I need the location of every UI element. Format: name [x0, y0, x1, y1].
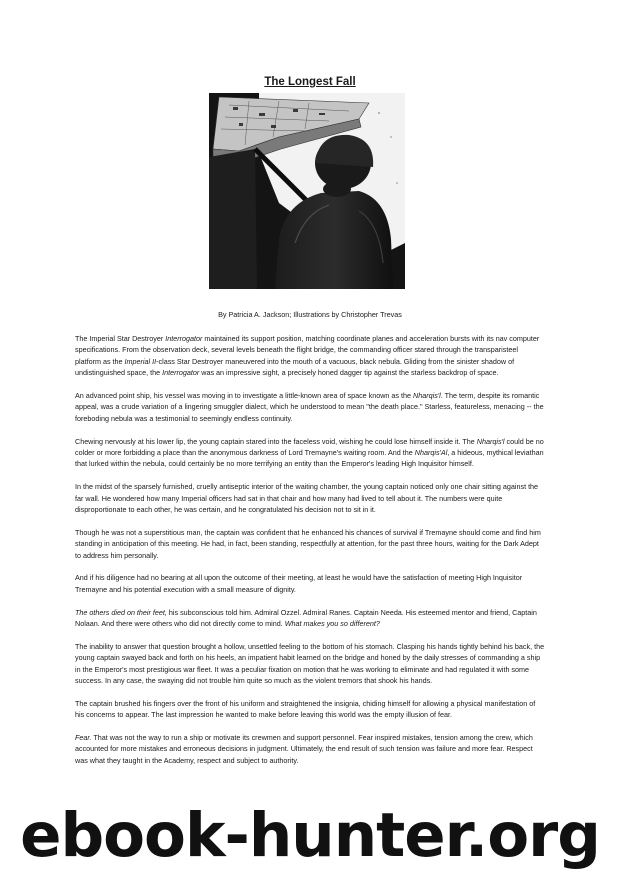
paragraph-7: The others died on their feet, his subconscious told him. Admiral Ozzel. Admiral Ranes. Captain Needa. His esteemed mentor and friend, Captain Nolaan. And there were others who did not directly come to mind. What makes you so different? — [75, 607, 537, 629]
paragraph-8: The inability to answer that question brought a hollow, unsettled feeling to the bottom of his stomach. Clasping his hands tightly behind his back, the young captain swayed back and forth on his heels, an impatient habit learned on the bridge and honed by the daily stresses of commanding a ship in the Emperor's most prestigious war fleet. It was a peculiar fixation on motion that he was working to eliminate and had regulated it with some success. In any case, the swaying did not trouble him quite so much as the violent tremors that shook his hands. — [75, 641, 545, 686]
paragraph-5: Though he was not a superstitious man, the captain was confident that he enhanced his chances of survival if Tremayne should come and find him standing in anticipation of this meeting. He had, in fact, been standing, respectfully at attention, for the past three hours, waiting for the Dark Adept to address him personally. — [75, 527, 541, 560]
paragraph-6: And if his diligence had no bearing at all upon the outcome of their meeting, at least he would have the satisfaction of meeting High Inquisitor Tremayne and his potential execution with a small measure of dignity. — [75, 573, 523, 594]
paragraph-4: In the midst of the sparsely furnished, cruelly antiseptic interior of the waiting chamber, the young captain noticed only one chair sitting against the far wall. He wondered how many Imperial officers had sat in that chair and how many had lived to tell about it. The numbers were quite disproportionate to each other, he was certain, and he congratulated his decision not to sit in it. — [75, 482, 539, 515]
paragraph-2: An advanced point ship, his vessel was moving in to investigate a little-known area of space known as the Nharqis'l. The term, despite its romantic appeal, was a crude variation of a lingering smuggler dialect, which he understood to mean "the death place." Starless, featureless, menacing -- the foreboding nebula was a testimonial to seemingly endless continuity. — [75, 391, 544, 423]
illustration-officer-at-viewport — [209, 93, 405, 289]
paragraph-10: Fear. That was not the way to run a ship or motivate its crewmen and support personnel. Fear inspired mistakes, tension among the crew, which accounted for more mistakes and erroneous decisions in judgment. Ultimately, the end result of such tension was failure and more fear. Respect was what they taught in the Academy, respect and subject to authority. — [75, 733, 533, 765]
illustration-art — [209, 93, 405, 289]
story-title: The Longest Fall — [264, 76, 356, 88]
paragraph-1: The Imperial Star Destroyer Interrogator maintained its support position, matching coordinate planes and acceleration bursts with its nav computer specifications. From the observation deck, several levels beneath the flight bridge, the commanding officer stared through the transparisteel platform as the Imperial II-class Star Destroyer maneuvered into the mouth of a vacuous, black nebula. Gliding from the sinister shadow of undistinguished space, the Interrogator was an impressive sight, a precisely honed dagger tip against the starless backdrop of space. — [75, 334, 540, 378]
paragraph-3: Chewing nervously at his lower lip, the young captain stared into the faceless void, wishing he could lose himself inside it. The Nharqis'l could be no colder or more forbidding a place than the anonymous darkness of Lord Tremayne's waiting room. And the Nharqis'Al, a hideous, mythical leviathan that lurked within the nebula, could certainly be no more terrifying an entity than the Emperor's leading High Inquisitor himself. — [75, 436, 544, 469]
watermark: ebook-hunter.org — [20, 800, 600, 871]
byline: By Patricia A. Jackson; Illustrations by Christopher Trevas — [218, 310, 402, 319]
story-body — [75, 333, 545, 766]
paragraph-9: The captain brushed his fingers over the front of his uniform and straightened the insignia, chiding himself for allowing a physical manifestation of his concerns to appear. The last impression he wanted to make before leaving this world was the empty illusion of fear. — [75, 698, 536, 720]
